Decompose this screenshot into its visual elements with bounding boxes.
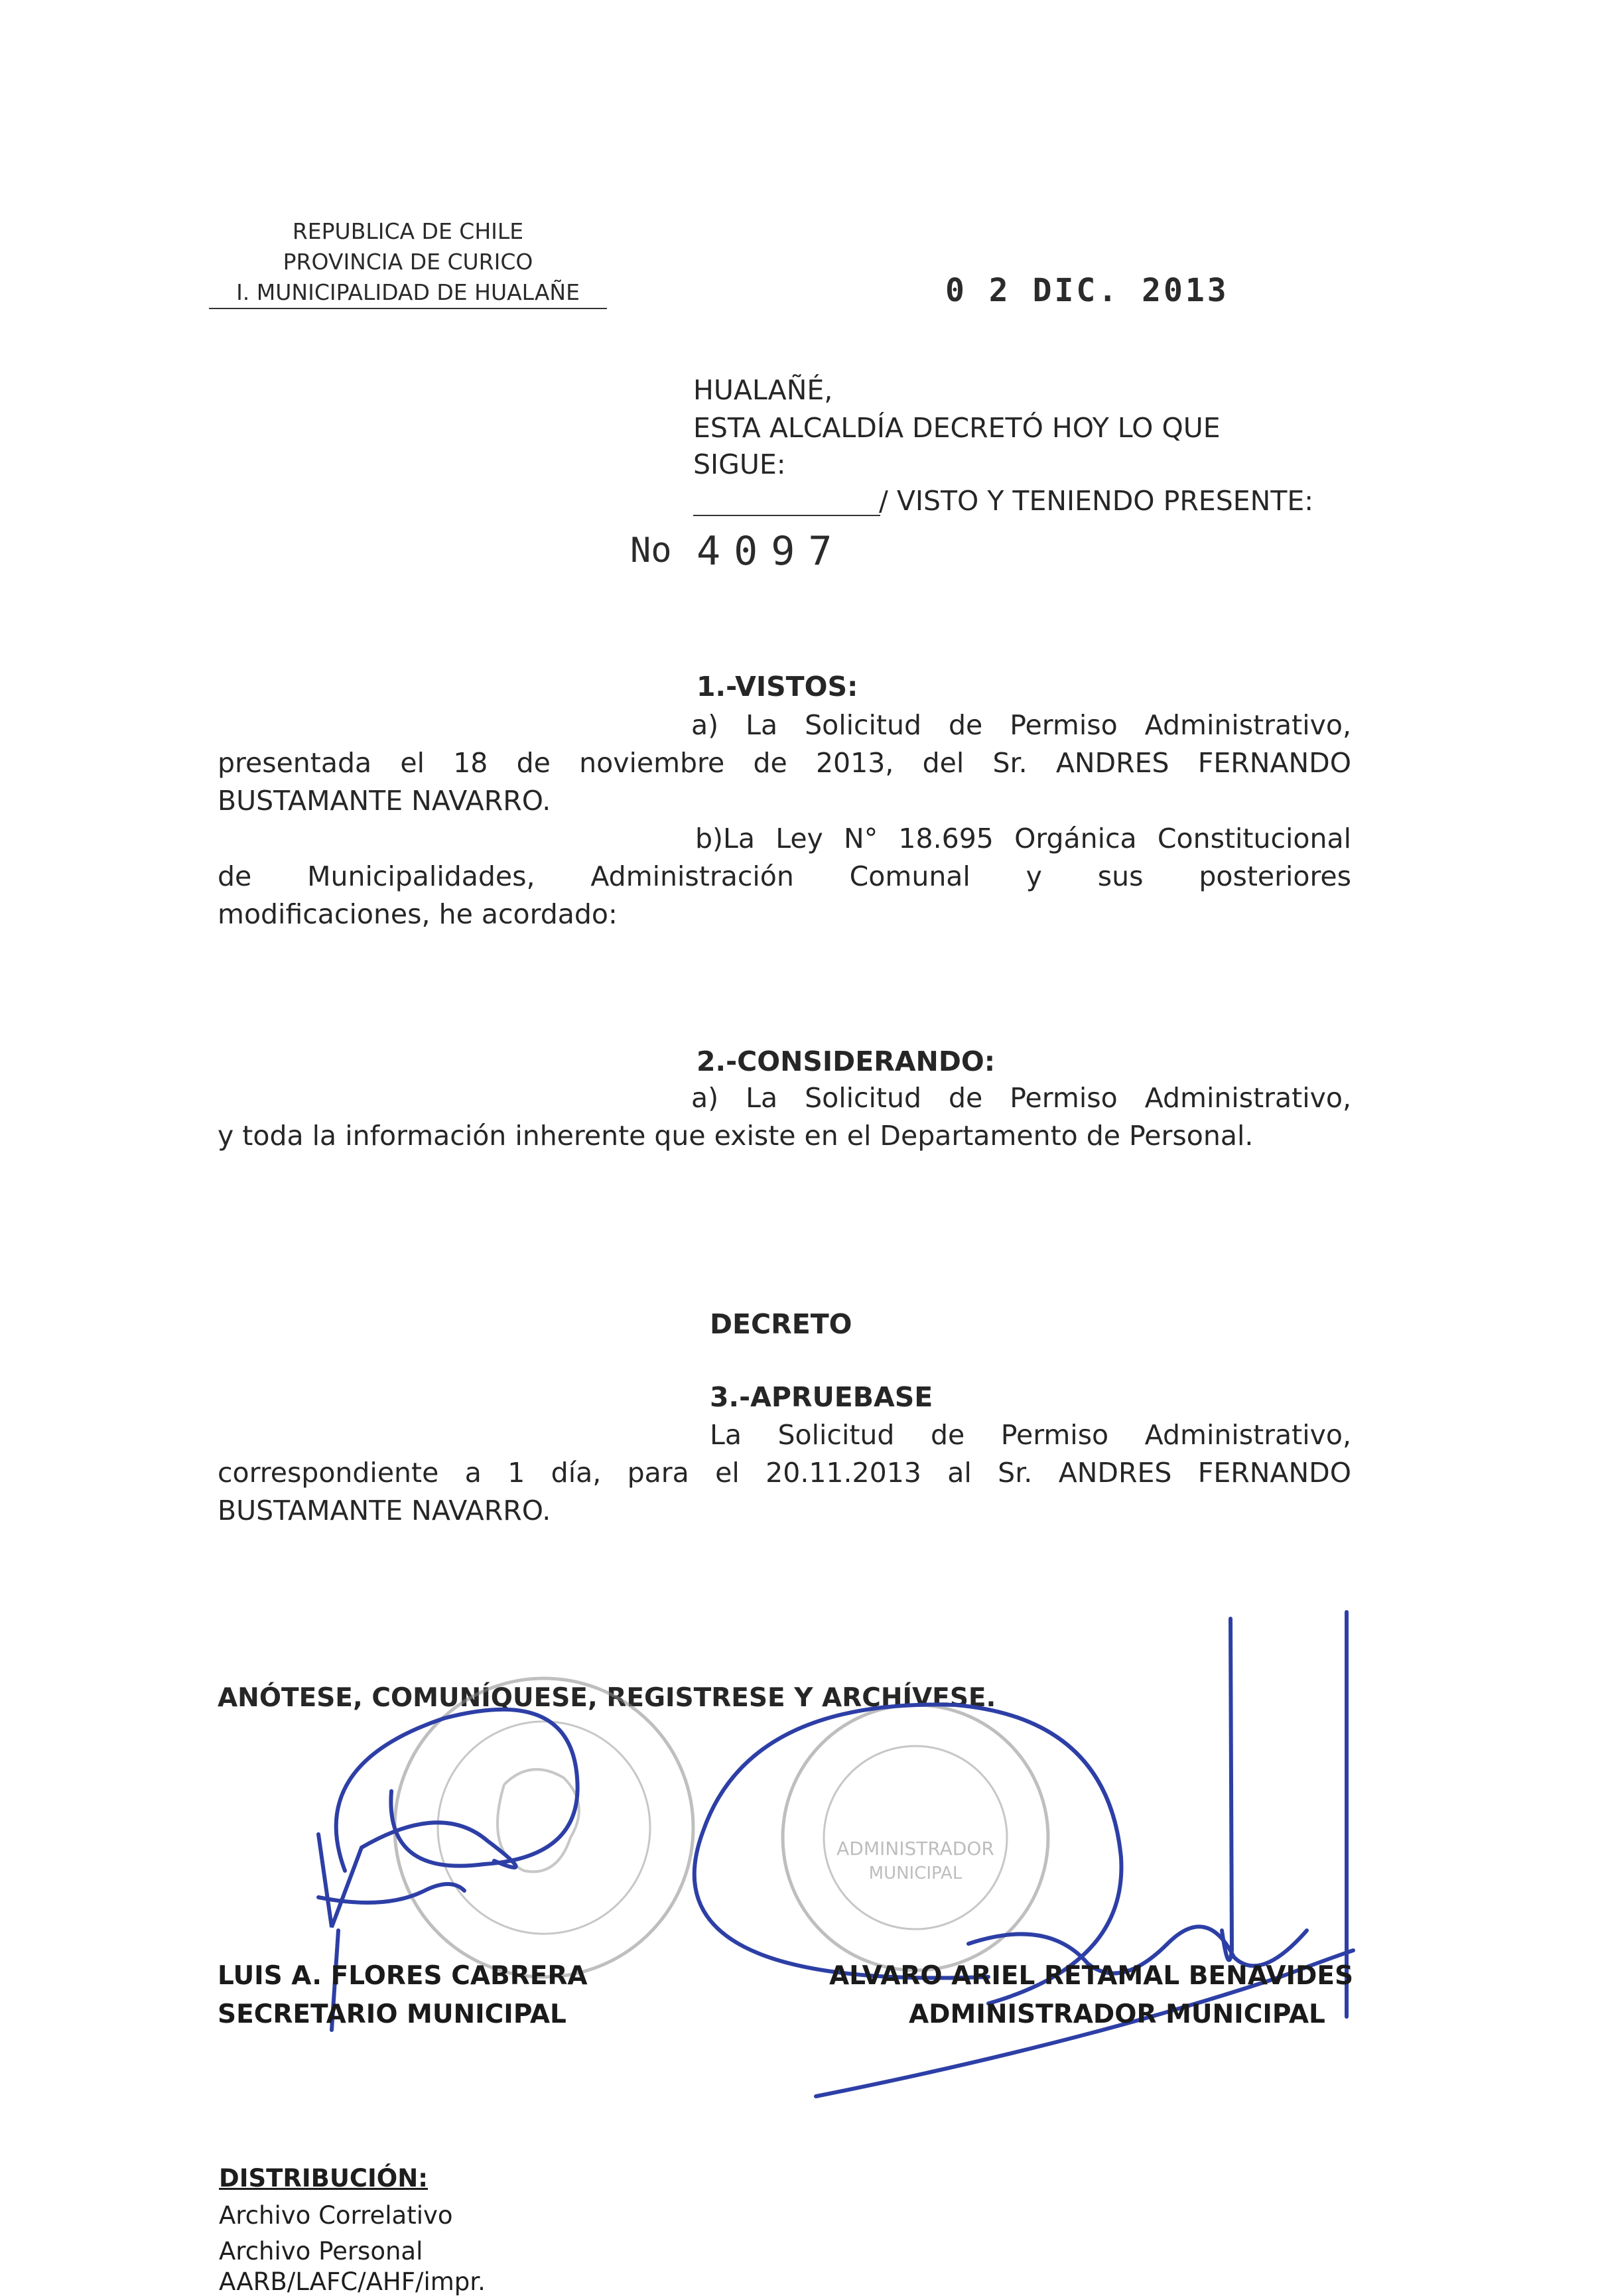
vistos-a-first: a) La Solicitud de Permiso Administrativo, xyxy=(691,709,1351,741)
considerando-a-second: y toda la información inherente que existe en el Departamento de Personal. xyxy=(218,1120,1254,1152)
distribution-item: Archivo Correlativo xyxy=(219,2201,453,2230)
header-country: REPUBLICA DE CHILE xyxy=(292,218,524,244)
right-signatory-title: ADMINISTRADOR MUNICIPAL xyxy=(909,1999,1325,2029)
intro-visto: / VISTO Y TENIENDO PRESENTE: xyxy=(879,485,1314,517)
left-seal xyxy=(395,1678,693,1977)
svg-text:ADMINISTRADOR: ADMINISTRADOR xyxy=(836,1838,994,1859)
considerando-heading: 2.-CONSIDERANDO: xyxy=(697,1046,996,1077)
intro-line2: SIGUE: xyxy=(693,448,786,480)
distribution-item: Archivo Personal xyxy=(219,2237,423,2265)
header-municipality: I. MUNICIPALIDAD DE HUALAÑE xyxy=(209,277,607,309)
header-province: PROVINCIA DE CURICO xyxy=(283,249,533,275)
vistos-a-second: presentada el 18 de noviembre de 2013, del Sr. ANDRES FERNANDO xyxy=(218,747,1351,779)
decree-number-value: 4097 xyxy=(697,528,846,574)
decreto-line3: BUSTAMANTE NAVARRO. xyxy=(218,1495,551,1526)
decreto-heading: DECRETO xyxy=(710,1308,852,1340)
vistos-a-third: BUSTAMANTE NAVARRO. xyxy=(218,785,551,817)
closing-text: ANÓTESE, COMUNÍQUESE, REGISTRESE Y ARCHÍVESE. xyxy=(218,1683,996,1713)
left-signatory-name: LUIS A. FLORES CABRERA xyxy=(218,1961,588,1991)
decree-number-prefix: No xyxy=(630,531,672,571)
left-signatory-title: SECRETARIO MUNICIPAL xyxy=(218,1999,566,2029)
considerando-a-first: a) La Solicitud de Permiso Administrativo, xyxy=(691,1082,1351,1114)
decreto-line2: correspondiente a 1 día, para el 20.11.2013 al Sr. ANDRES FERNANDO xyxy=(218,1457,1351,1489)
vistos-heading: 1.-VISTOS: xyxy=(697,671,858,703)
distribution-item: AARB/LAFC/AHF/impr. xyxy=(219,2267,486,2296)
intro-line1: ESTA ALCALDÍA DECRETÓ HOY LO QUE xyxy=(693,412,1221,444)
vistos-b-first: b)La Ley N° 18.695 Orgánica Constitucional xyxy=(695,823,1351,854)
right-seal xyxy=(783,1705,1048,1970)
intro-place: HUALAÑÉ, xyxy=(693,374,833,406)
decreto-line1: La Solicitud de Permiso Administrativo, xyxy=(710,1419,1351,1451)
vistos-b-third: modificaciones, he acordado: xyxy=(218,898,618,930)
svg-text:MUNICIPAL: MUNICIPAL xyxy=(868,1863,963,1883)
distribution-heading: DISTRIBUCIÓN: xyxy=(219,2164,429,2193)
date-stamp: 0 2 DIC. 2013 xyxy=(945,272,1229,309)
decreto-sub-heading: 3.-APRUEBASE xyxy=(710,1381,933,1413)
vistos-b-second: de Municipalidades, Administración Comunal y sus posteriores xyxy=(218,860,1351,892)
right-signatory-name: ALVARO ARIEL RETAMAL BENAVIDES xyxy=(829,1961,1354,1991)
